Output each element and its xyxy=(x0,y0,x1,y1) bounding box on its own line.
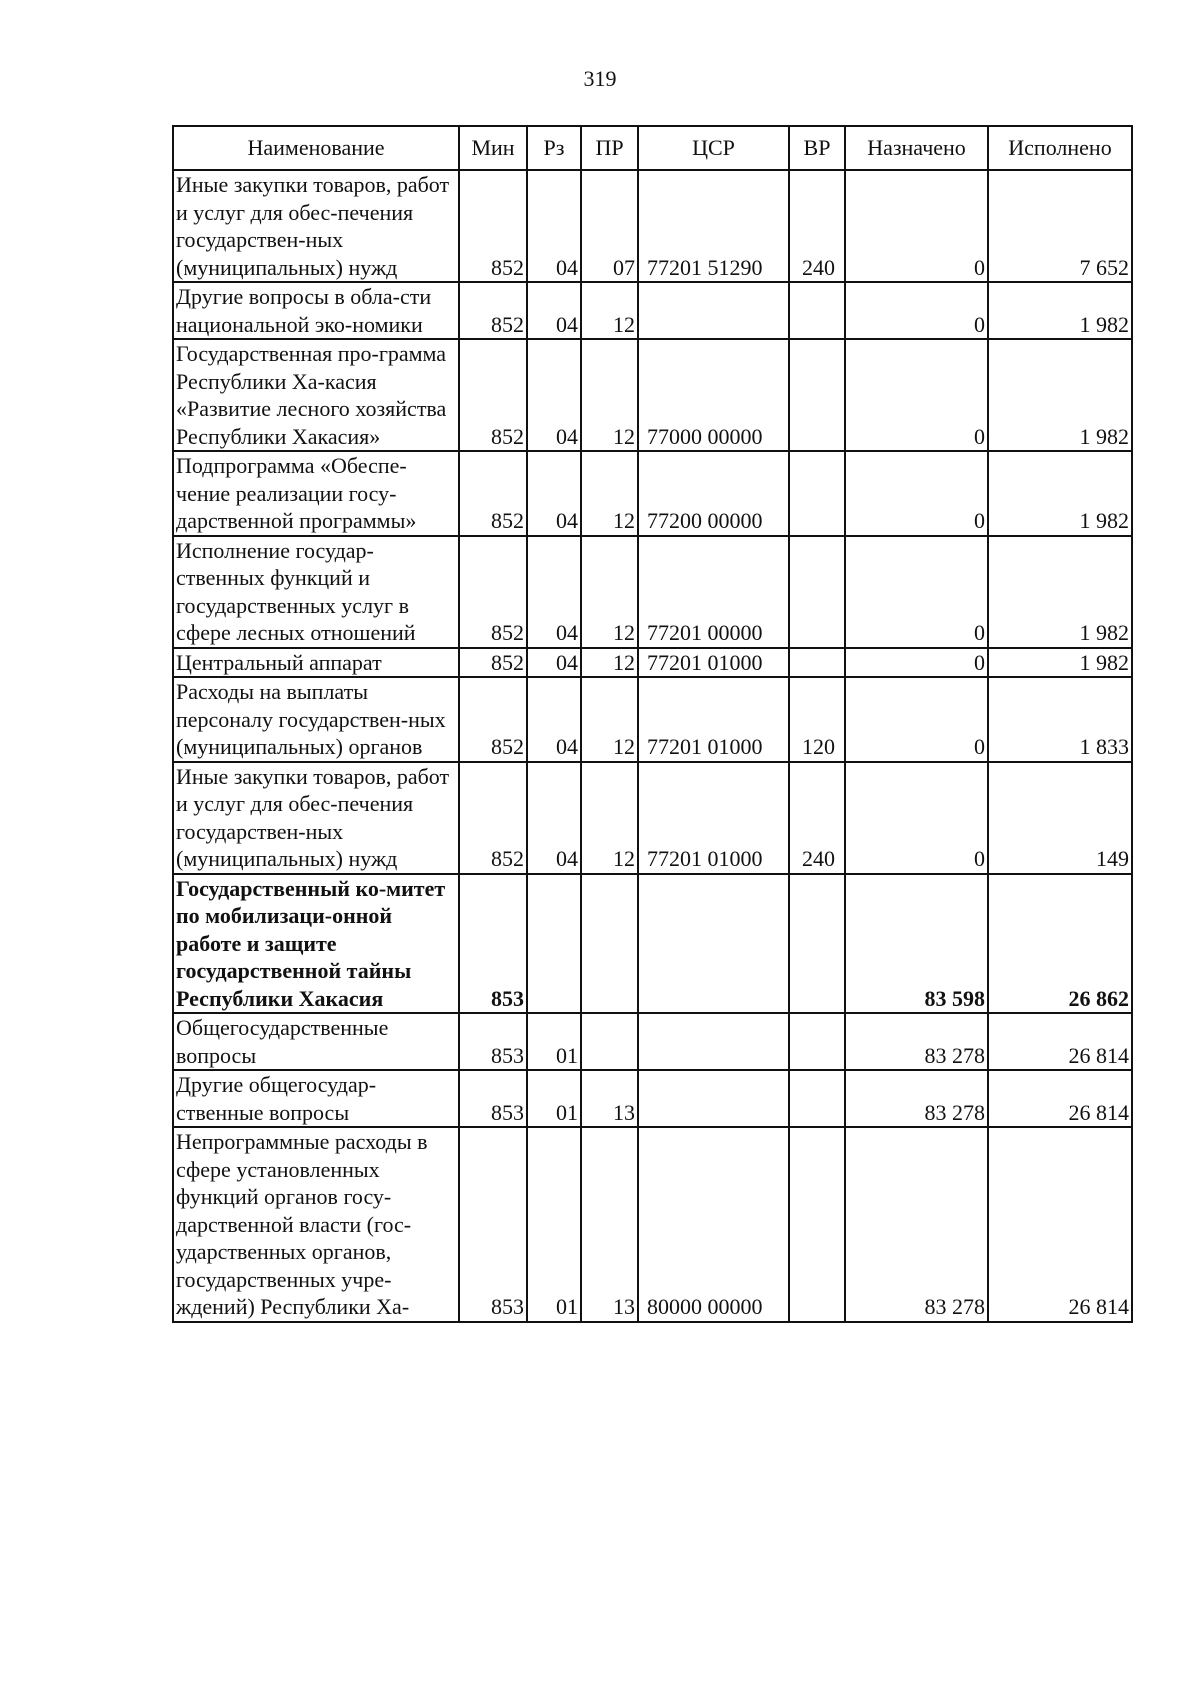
cell-assigned: 0 xyxy=(845,451,988,536)
cell-rz: 04 xyxy=(527,451,581,536)
cell-name: Непрограммные расходы в сфере установленных функций органов госу-дарственной власти (гос-ударственных органов, государственных учре-ждений) Республики Ха- xyxy=(173,1127,459,1322)
header-rz: Рз xyxy=(527,126,581,170)
cell-tsr: 77201 01000 xyxy=(638,648,789,678)
cell-executed: 1 982 xyxy=(988,648,1132,678)
table-row xyxy=(173,536,1132,648)
cell-name: Государственная про-грамма Республики Ха-касия «Развитие лесного хозяйства Республики Хакасия» xyxy=(173,339,459,451)
cell-vr: 120 xyxy=(789,677,845,762)
cell-assigned: 83 598 xyxy=(845,874,988,1014)
page-number: 319 xyxy=(583,66,617,91)
cell-min: 852 xyxy=(459,282,527,339)
table-row xyxy=(173,282,1132,339)
cell-rz: 04 xyxy=(527,536,581,648)
header-executed: Исполнено xyxy=(988,126,1132,170)
table-row xyxy=(173,170,1132,282)
cell-rz: 04 xyxy=(527,170,581,282)
cell-tsr: 77201 00000 xyxy=(638,536,789,648)
cell-name: Государственный ко-митет по мобилизаци-онной работе и защите государственной тайны Республики Хакасия xyxy=(173,874,459,1014)
cell-assigned: 0 xyxy=(845,677,988,762)
cell-name: Иные закупки товаров, работ и услуг для обес-печения государствен-ных (муниципальных) нужд xyxy=(173,762,459,874)
cell-name: Исполнение государ-ственных функций и государственных услуг в сфере лесных отношений xyxy=(173,536,459,648)
cell-min: 853 xyxy=(459,874,527,1014)
cell-name: Другие вопросы в обла-сти национальной эко-номики xyxy=(173,282,459,339)
cell-pr: 13 xyxy=(581,1070,638,1127)
cell-min: 852 xyxy=(459,451,527,536)
cell-executed: 26 814 xyxy=(988,1127,1132,1322)
cell-tsr xyxy=(638,874,789,1014)
cell-tsr: 77200 00000 xyxy=(638,451,789,536)
cell-min: 853 xyxy=(459,1070,527,1127)
table-body xyxy=(173,170,1132,1322)
cell-pr: 12 xyxy=(581,339,638,451)
cell-executed: 1 982 xyxy=(988,282,1132,339)
cell-pr: 12 xyxy=(581,451,638,536)
cell-executed: 1 982 xyxy=(988,339,1132,451)
cell-executed: 1 833 xyxy=(988,677,1132,762)
cell-rz: 04 xyxy=(527,648,581,678)
cell-rz: 01 xyxy=(527,1127,581,1322)
header-tsr: ЦСР xyxy=(638,126,789,170)
cell-tsr: 77201 01000 xyxy=(638,677,789,762)
cell-vr xyxy=(789,451,845,536)
cell-tsr: 80000 00000 xyxy=(638,1127,789,1322)
cell-min: 852 xyxy=(459,536,527,648)
cell-min: 852 xyxy=(459,339,527,451)
cell-tsr: 77201 01000 xyxy=(638,762,789,874)
cell-min: 853 xyxy=(459,1013,527,1070)
cell-rz: 01 xyxy=(527,1070,581,1127)
cell-assigned: 83 278 xyxy=(845,1127,988,1322)
header-assigned: Назначено xyxy=(845,126,988,170)
cell-pr: 12 xyxy=(581,677,638,762)
cell-pr xyxy=(581,1013,638,1070)
table-row xyxy=(173,874,1132,1014)
cell-assigned: 0 xyxy=(845,648,988,678)
cell-executed: 26 862 xyxy=(988,874,1132,1014)
cell-vr xyxy=(789,282,845,339)
cell-rz: 04 xyxy=(527,762,581,874)
cell-min: 852 xyxy=(459,170,527,282)
cell-min: 852 xyxy=(459,762,527,874)
cell-rz: 04 xyxy=(527,339,581,451)
header-min: Мин xyxy=(459,126,527,170)
cell-assigned: 83 278 xyxy=(845,1070,988,1127)
cell-vr xyxy=(789,1070,845,1127)
cell-executed: 1 982 xyxy=(988,536,1132,648)
cell-rz xyxy=(527,874,581,1014)
cell-vr xyxy=(789,874,845,1014)
budget-table xyxy=(172,125,1133,1323)
cell-rz: 04 xyxy=(527,282,581,339)
cell-assigned: 83 278 xyxy=(845,1013,988,1070)
cell-rz: 01 xyxy=(527,1013,581,1070)
cell-vr xyxy=(789,648,845,678)
table-row xyxy=(173,1070,1132,1127)
cell-pr: 13 xyxy=(581,1127,638,1322)
cell-tsr xyxy=(638,282,789,339)
table-row xyxy=(173,1013,1132,1070)
header-name: Наименование xyxy=(173,126,459,170)
cell-vr: 240 xyxy=(789,762,845,874)
cell-pr: 12 xyxy=(581,282,638,339)
cell-executed: 26 814 xyxy=(988,1013,1132,1070)
table-row xyxy=(173,677,1132,762)
table-header-row xyxy=(173,126,1132,170)
cell-assigned: 0 xyxy=(845,282,988,339)
cell-rz: 04 xyxy=(527,677,581,762)
cell-min: 853 xyxy=(459,1127,527,1322)
cell-tsr xyxy=(638,1013,789,1070)
cell-assigned: 0 xyxy=(845,536,988,648)
cell-assigned: 0 xyxy=(845,170,988,282)
cell-executed: 26 814 xyxy=(988,1070,1132,1127)
header-pr: ПР xyxy=(581,126,638,170)
cell-name: Центральный аппарат xyxy=(173,648,459,678)
cell-min: 852 xyxy=(459,648,527,678)
cell-tsr: 77000 00000 xyxy=(638,339,789,451)
cell-executed: 1 982 xyxy=(988,451,1132,536)
cell-vr xyxy=(789,339,845,451)
cell-min: 852 xyxy=(459,677,527,762)
cell-tsr: 77201 51290 xyxy=(638,170,789,282)
cell-executed: 149 xyxy=(988,762,1132,874)
header-vr: ВР xyxy=(789,126,845,170)
cell-pr: 12 xyxy=(581,762,638,874)
table-row xyxy=(173,648,1132,678)
cell-executed: 7 652 xyxy=(988,170,1132,282)
table-row xyxy=(173,762,1132,874)
cell-name: Другие общегосудар-ственные вопросы xyxy=(173,1070,459,1127)
table-row xyxy=(173,339,1132,451)
table-row xyxy=(173,451,1132,536)
cell-vr xyxy=(789,1013,845,1070)
cell-pr xyxy=(581,874,638,1014)
cell-pr: 12 xyxy=(581,536,638,648)
table-row xyxy=(173,1127,1132,1322)
cell-vr: 240 xyxy=(789,170,845,282)
cell-tsr xyxy=(638,1070,789,1127)
cell-pr: 12 xyxy=(581,648,638,678)
cell-name: Подпрограмма «Обеспе-чение реализации госу-дарственной программы» xyxy=(173,451,459,536)
cell-vr xyxy=(789,1127,845,1322)
cell-assigned: 0 xyxy=(845,339,988,451)
cell-vr xyxy=(789,536,845,648)
cell-pr: 07 xyxy=(581,170,638,282)
cell-name: Общегосударственные вопросы xyxy=(173,1013,459,1070)
cell-name: Расходы на выплаты персоналу государствен-ных (муниципальных) органов xyxy=(173,677,459,762)
cell-assigned: 0 xyxy=(845,762,988,874)
cell-name: Иные закупки товаров, работ и услуг для обес-печения государствен-ных (муниципальных) нужд xyxy=(173,170,459,282)
